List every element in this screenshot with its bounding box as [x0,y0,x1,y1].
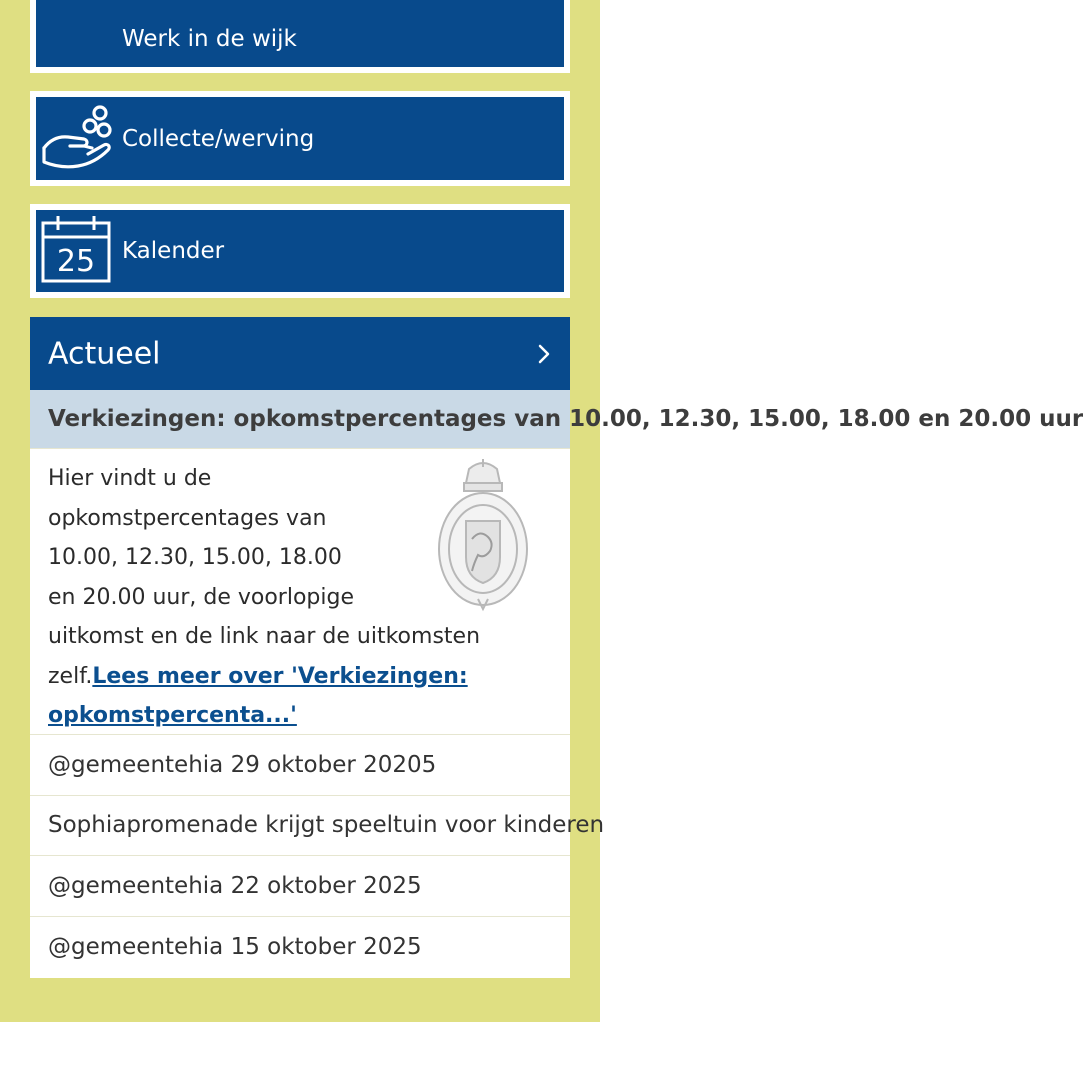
news-title: Actueel [48,336,161,371]
news-item-text: @gemeentehia 22 oktober 2025 [48,872,422,899]
featured-line-1: Hier vindt u de [48,466,212,491]
news-item-1[interactable] [30,735,570,796]
featured-line-4: en 20.00 uur, de voorlopige [48,584,354,610]
featured-line-2: opkomstpercentages van [48,505,327,531]
news-item-3[interactable] [30,856,570,917]
tile-werk-in-de-wijk-inner[interactable] [36,0,564,67]
tile-kalender[interactable] [30,204,570,298]
tile-collecte-werving[interactable] [30,91,570,186]
featured-line-3: 10.00, 12.30, 15.00, 18.00 [48,545,342,570]
hand-coins-icon [40,104,116,174]
calendar-day: 25 [56,244,96,279]
news-item-4[interactable] [30,917,570,978]
news-item-text: Sophiapromenade krijgt speeltuin voor kinderen [48,812,605,839]
news-panel [30,317,1083,978]
tile-label: Kalender [122,238,225,264]
news-header[interactable] [30,317,570,390]
featured-line-5: uitkomst en de link naar de uitkomsten [48,624,481,649]
chevron-right-icon[interactable] [536,343,552,365]
tile-collecte-werving-inner[interactable] [36,97,564,180]
tile-kalender-inner[interactable] [36,210,564,292]
tile-label: Werk in de wijk [122,25,297,52]
featured-news-body [30,449,570,735]
news-item-text: @gemeentehia 15 oktober 2025 [48,933,422,960]
read-more-link[interactable]: Lees meer over 'Verkiezingen: opkomstpercenta...' [48,663,468,728]
featured-news-title-text: Verkiezingen: opkomstpercentages van 10.00, 12.30, 15.00, 18.00 en 20.00 uur [48,406,1083,432]
news-item-text: @gemeentehia 29 oktober 20205 [48,751,437,778]
featured-news-title[interactable] [30,390,1083,449]
coat-of-arms-seal [434,459,532,611]
news-item-2[interactable] [30,796,605,857]
tile-werk-in-de-wijk[interactable] [30,0,570,73]
featured-last-paragraph [48,657,552,736]
featured-tail: zelf. [48,663,93,689]
calendar-icon [40,213,112,289]
tile-label: Collecte/werving [122,125,315,152]
